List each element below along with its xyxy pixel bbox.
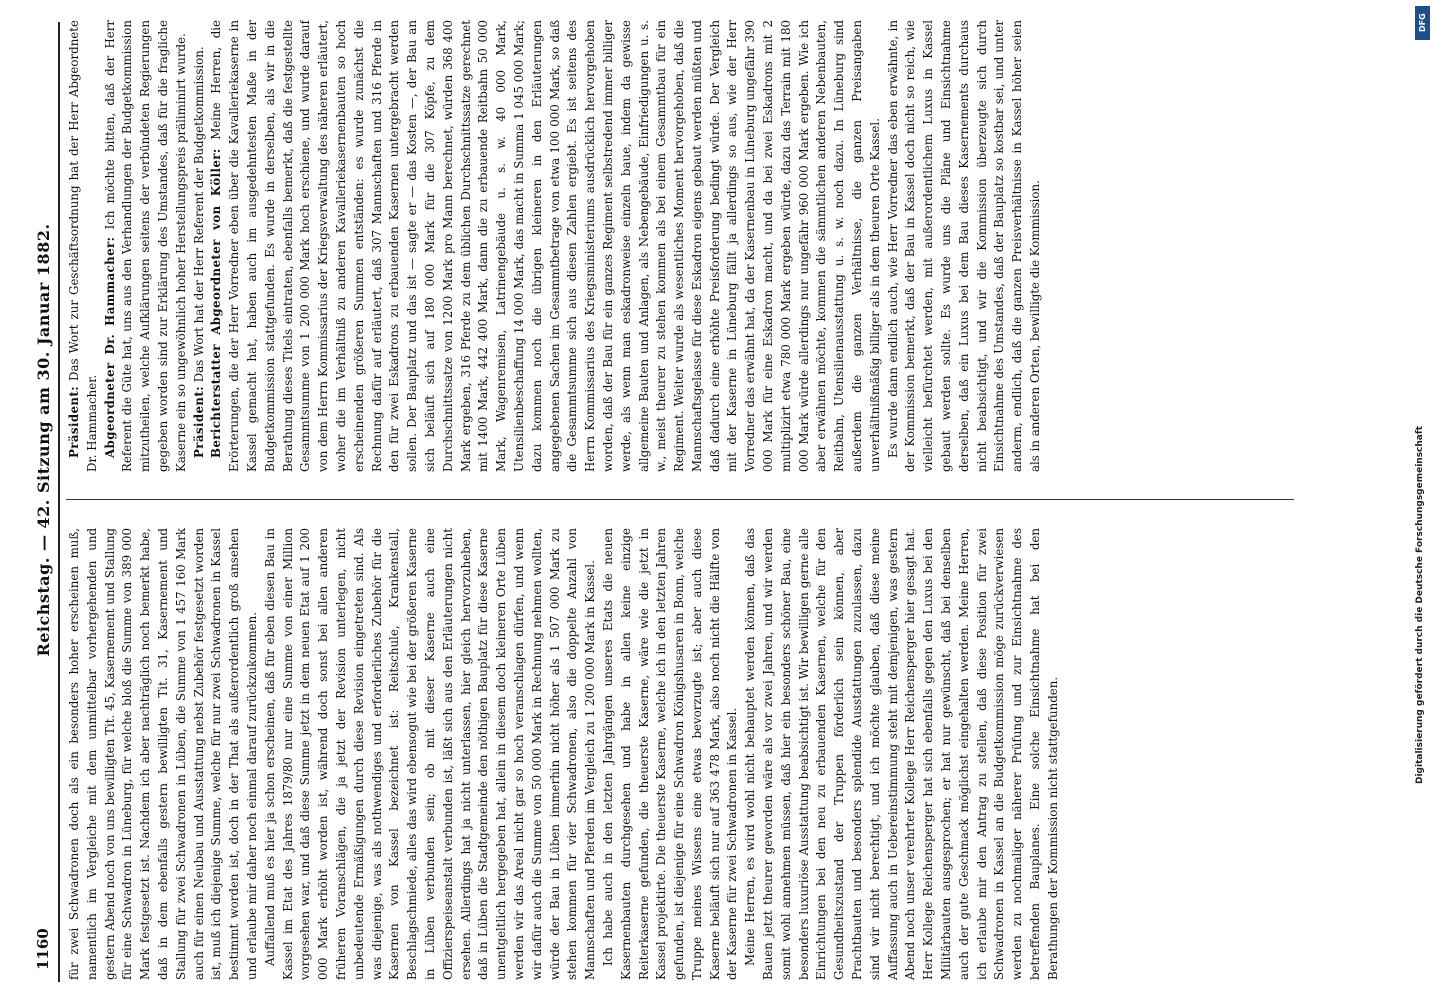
speech-paragraph [66,20,102,472]
speech-paragraph [208,20,884,472]
speaker-label: Präsident: [191,386,206,458]
speech-text: Das Wort hat der Herr Referent der Budgetkommission. [191,46,206,383]
speech-text: Ich möchte bitten, daß der Herr Referent die Güte hat, uns aus den Verhandlungen der Budgetkommission mitzutheilen, welche Aufklärungen seitens der verbündeten Regierungen gegeben worden sind zur Erklärung des Umstandes, daß für die fragliche Kaserne ein so ungewöhnlich hoher Herstellungspreis präliminirt wurde. [102,20,188,472]
header-rule [58,22,60,982]
paragraph: Meine Herren, es wird wohl nicht behauptet werden können, daß das Bauen jetzt theurer geworden wäre als vor zwei Jahren, und wir werden somit wohl annehmen müssen, daß hier ein besonders schöner Bau, eine besonders luxuriöse Ausstattung beabsichtigt ist. Wir bewilligen gerne alle Einrichtungen bei den neu zu erbauenden Kasernen, welche für den Gesundheitszustand der Truppen förderlich sein können, aber Prachtbauten und besonders splendide Ausstattungen zuzulassen, dazu sind wir nicht berechtigt, und ich möchte glauben, daß diese meine Auffassung auch in Uebereinstimmung steht mit demjenigen, was gestern Abend noch unser verehrter Kollege Herr Reichensperger hier gesagt hat. Herr Kollege Reichensperger hat sich ebenfalls gegen den Luxus bei den Militärbauten ausgesprochen; er hat nur gewünscht, daß bei denselben auch der gute Geschmack möglichst eingehalten werden. Meine Herren, ich erlaube mir den Antrag zu stellen, daß diese Position für zwei Schwadronen in Kassel an die Budgetkommission möge zurückverwiesen werden zu nochmaliger näherer Prüfung und zur Einsichtnahme des betreffenden Bauplanes. Eine solche Einsichtnahme hat bei den Berathungen der Kommission nicht stattgefunden. [743,528,1060,980]
left-column [66,528,1294,980]
paragraph: Ich habe auch in den letzten Jahrgängen unseres Etats die neuen Kasernenbauten durchgesehen und habe in allen keine einzige Reiterkaserne gefunden, die theuerste Kaserne, wäre wie die jetzt in Kassel projektirte. Die theuerste Kaserne, welche ich in den letzten Jahren gefunden, ist diejenige für eine Schwadron Königshusaren in Bonn, welche Truppe meines Wissens eine etwas bevorzugte ist; aber auch diese Kaserne beläuft sich nur auf 363 478 Mark, also noch nicht die Hälfte von der Kaserne für zwei Schwadronen in Kassel. [600,528,740,980]
digitization-note: Digitalisierung gefördert durch die Deutsche Forschungsgemeinschaft [1415,425,1425,784]
speech-paragraph [885,20,1045,472]
speech-paragraph [102,20,191,472]
speech-paragraph [191,20,209,472]
page-number: 1160 [34,928,52,970]
speaker-label: Berichterstatter Abgeordneter von Köller: [209,148,224,458]
speech-text: Das Wort zur Geschäftsordnung hat der Herr Abgeordnete Dr. Hammacher. [67,20,99,472]
speaker-label: Abgeordneter Dr. Hammacher: [102,236,117,458]
running-title: Reichstag. — 42. Sitzung am 30. Januar 1882. [34,223,53,657]
speech-text: Meine Herren, die Erörterungen, die der Herr Vorredner eben über die Kavalleriekaserne in Kassel gemacht hat, haben auch im ausgedehntesten Maße in der Budgetkommission stattgefunden. Es wurde in derselben, als wir in die Berathung dieses Titels eintraten, ebenfalls bemerkt, daß die festgestellte Gesammtsumme von 1 200 000 Mark hoch erschiene, und wurde darauf von dem Herrn Kommissarius der Kriegsverwaltung des näheren erläutert, woher die im Verhältniß zu anderen Kavalleriekasernenbauten so hoch erscheinenden größeren Summen entständen: es wurde zunächst die Rechnung dafür auf erläutert, daß 307 Mannschaften und 316 Pferde in den für zwei Eskadrons zu erbauenden Kasernen untergebracht werden sollen. Der Bauplatz und das ist — sagte er — das Kosten —, der Bau an sich beläuft sich auf 180 000 Mark für die 307 Köpfe, zu dem Durchschnittssatze von 1200 Mark pro Mann berechnet, würden 368 400 Mark ergeben, 316 Pferde zu dem üblichen Durchschnittssatze gerechnet mit 1400 Mark, 442 400 Mark, dann die zu erbauende Reitbahn 50 000 Mark, Wagenremisen, Latrinengebäude u. s. w. 40 000 Mark, Utensilienbeschaffung 14 000 Mark, das macht in Summa 1 045 000 Mark; dazu kommen noch die übrigen kleineren in den Erläuterungen angegebenen Sachen im Gesammtbetrage von etwa 100 000 Mark, so daß die Gesammtsumme sich aus diesen Zahlen ergiebt. Es ist seitens des Herrn Kommissarius des Kriegsministeriums ausdrücklich hervorgehoben worden, daß der Bau für ein ganzes Regiment selbstredend immer billiger werde, als wenn man eskadronweise einzeln baue, indem da gewisse allgemeine Bauten und Anlagen, als Nebengebäude, Einfriedigungen u. s. w., meist theurer zu stehen kommen als bei einem Gesammtbau für ein Regiment. Weiter wurde als wesentliches Moment hervorgehoben, daß die Mannschaftsgelasse für diese Eskadron eigens gebaut werden müßten und daß dadurch eine erhöhte Preisforderung bedingt würde. Der Vergleich mit der Kaserne in Lüneburg fällt ja allerdings so aus, wie der Herr Vorredner das erwähnt hat, da der Kasernenbau in Lüneburg ungefähr 390 000 Mark für eine Eskadron macht, und da bei zwei Eskadrons mit 2 multiplizirt etwa 780 000 Mark ergeben würde, dazu das Terrain mit 180 000 Mark würde allerdings nur ungefähr 960 000 Mark ergeben. Wie ich aber erwähnen möchte, kommen die sämmtlichen anderen Nebenbauten, Reitbahn, Utensilienausstattung u. s. w. noch dazu. In Lüneburg sind außerdem die ganzen Verhältnisse, die ganzen Preisangaben unverhältnißmäßig billiger als in dem theuren Orte Kassel. [209,20,882,472]
column-divider [66,499,1294,500]
dfg-logo: DFG [1415,6,1430,40]
paragraph: Auffallend muß es hier ja schon erscheinen, daß für eben diesen Bau in Kassel im Etat des Jahres 1879/80 nur eine Summe von einer Million vorgesehen war, und daß diese Summe jetzt in dem neuen Etat auf 1 200 000 Mark erhöht worden ist, während doch sonst bei allen anderen früheren Voranschlägen, die ja jetzt der Revision unterlegen, nicht unbedeutende Ermäßigungen durch diese Revision eingetreten sind. Als was diejenige, was als nothwendiges und erforderliches Zubehör für die Kasernen von Kassel bezeichnet ist: Reitschule, Krankenstall, Beschlagschmiede, alles das wird ebensogut wie bei der größeren Kaserne in Lüben verbunden sein; ob mit dieser Kaserne auch eine Offizierspeiseanstalt verbunden ist, läßt sich aus den Erläuterungen nicht ersehen. Allerdings hat ja nicht unterlassen, hier gleich hervorzuheben, daß in Lüben die Stadtgemeinde den nöthigen Bauplatz für diese Kaserne unentgeltlich hergegeben hat, allein in diesem doch kleineren Orte Lüben werden wir das Areal nicht gar so hoch veranschlagen dürfen, und wenn wir dafür auch die Summe von 50 000 Mark in Rechnung nehmen wollten, würde der Bau in Lüben immerhin nicht höher als 1 507 000 Mark zu stehen kommen für vier Schwadronen, also die doppelte Anzahl von Mannschaften und Pferden im Vergleich zu 1 200 000 Mark in Kassel. [262,528,598,980]
speaker-label: Präsident: [67,386,81,458]
right-column [66,20,1294,472]
speech-text: Es wurde dann endlich auch, wie Herr Vorredner das eben erwähnte, in der Kommission bemerkt, daß der Bau in Kassel doch nicht so reich, wie vielleicht befürchtet werden, mit außerordentlichem Luxus in Kassel gebaut werden sollte. Es wurde uns die Pläne und Einsichtnahme derselben, daß ein Luxus bei dem Bau dieses Kasernements durchaus nicht beabsichtigt, und wir die Kommission überzeugte sich durch Einsichtnahme des Umstandes, daß der Bauplatz so kostbar sei, und unter anderm, endlich, daß die ganzen Preisverhältnisse in Kassel höher seien als in anderen Orten, bewilligte die Kommission. [885,20,1043,472]
paragraph: für zwei Schwadronen doch als ein besonders hoher erscheinen muß, namentlich im Vergleiche mit dem unmittelbar vorhergehenden und gestern Abend noch von uns bewilligten Tit. 45, Kasernement und Stallung für eine Schwadron in Lüneburg, für welche bloß die Summe von 389 000 Mark festgesetzt ist. Nachdem ich aber nachträglich noch bemerkt habe, daß in dem ebenfalls gestern bewilligten Tit. 31, Kasernement und Stallung für zwei Schwadronen in Lüben, die Summe von 1 457 160 Mark auch für einen Neubau und Ausstattung nebst Zubehör festgesetzt worden ist, muß ich diejenige Summe, welche für nur zwei Schwadronen in Kassel bestimmt worden ist, doch in der That als außerordentlich groß ansehen und erlaube mir daher noch einmal darauf zurückzukommen. [67,528,259,980]
